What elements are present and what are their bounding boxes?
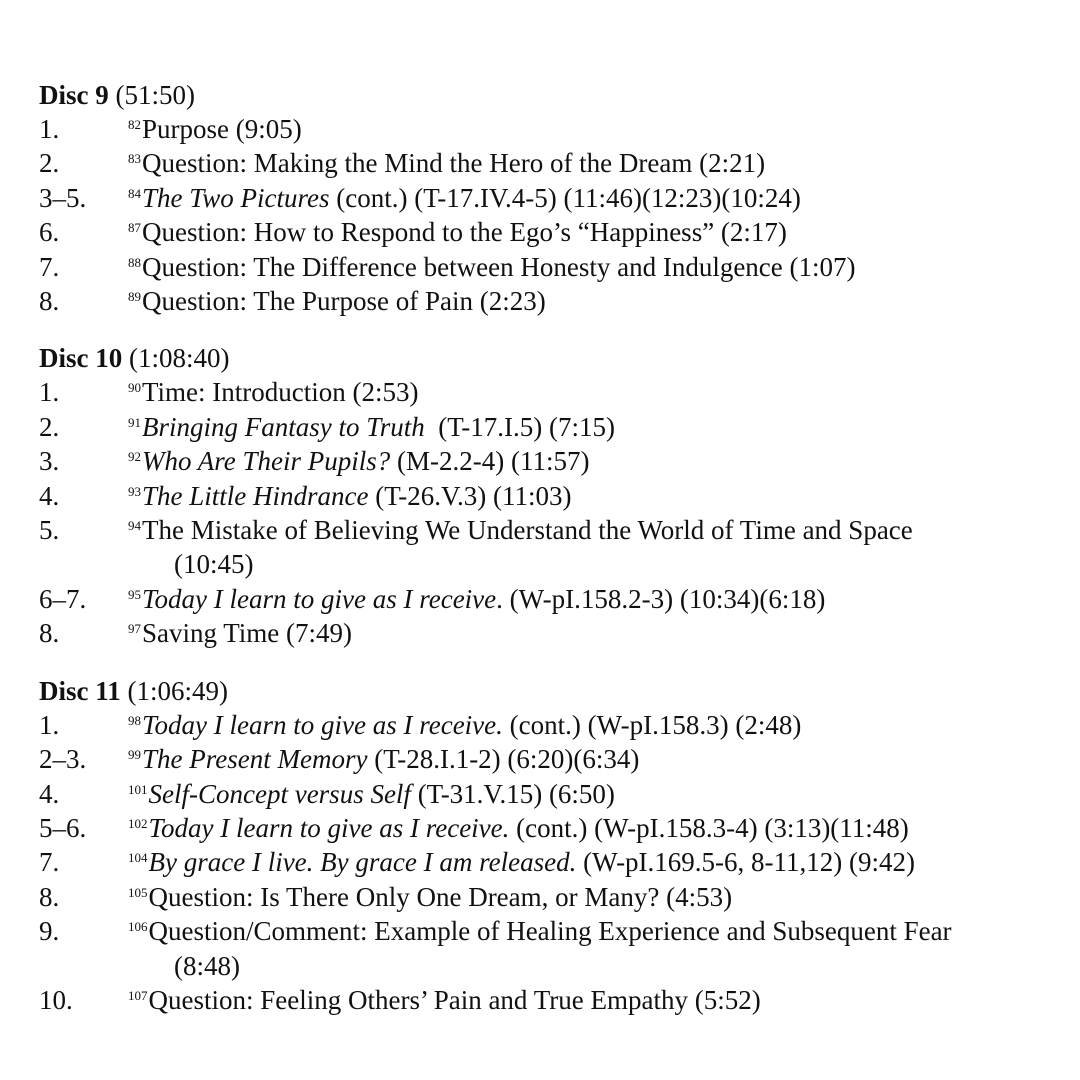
track-title-italic: The Little Hindrance <box>142 480 369 511</box>
track-listing <box>39 78 1069 1040</box>
track-title: (T-28.I.1-2) (6:20)(6:34) <box>367 744 640 775</box>
track-number: 2–3. <box>39 744 87 775</box>
track-number: 1. <box>39 709 60 740</box>
footnote-ref: 106 <box>128 919 148 935</box>
track-title-italic: By grace I live. By grace I am released. <box>148 847 577 878</box>
track-number: 6–7. <box>39 583 87 614</box>
footnote-ref: 90 <box>128 380 141 396</box>
footnote-ref: 102 <box>128 815 148 831</box>
track-row <box>39 616 1069 650</box>
footnote-ref: 92 <box>128 449 141 465</box>
track-title-italic: The Present Memory <box>142 744 368 775</box>
disc-header <box>39 341 1069 375</box>
track-number: 5–6. <box>39 812 87 843</box>
track-title: Question: The Purpose of Pain (2:23) <box>142 286 546 317</box>
track-title-italic: Today I learn to give as I receive. <box>148 812 510 843</box>
track-row <box>39 845 1069 879</box>
track-title: Time: Introduction (2:53) <box>142 377 419 408</box>
track-title: (M-2.2-4) (11:57) <box>390 446 590 477</box>
track-row <box>39 983 1069 1017</box>
track-title-italic: Bringing Fantasy to Truth <box>142 411 425 442</box>
track-row <box>39 444 1069 478</box>
track-title: (cont.) (T-17.IV.4-5) (11:46)(12:23)(10:24) <box>329 182 801 213</box>
track-title: Question/Comment: Example of Healing Experience and Subsequent Fear <box>148 916 952 947</box>
disc-duration: (51:50) <box>115 80 195 110</box>
disc-section <box>39 78 1069 318</box>
disc-section <box>39 341 1069 650</box>
track-title: (T-17.I.5) (7:15) <box>424 411 615 442</box>
track-number: 8. <box>39 881 60 912</box>
track-number: 9. <box>39 916 60 947</box>
disc-title: Disc 9 <box>39 80 109 110</box>
track-title: Question: Feeling Others’ Pain and True Empathy (5:52) <box>148 984 761 1015</box>
track-row <box>39 777 1069 811</box>
track-row <box>39 914 1069 983</box>
footnote-ref: 105 <box>128 884 148 900</box>
track-row <box>39 708 1069 742</box>
track-number: 8. <box>39 618 60 649</box>
track-title-italic: The Two Pictures <box>142 182 330 213</box>
track-title-italic: Today I learn to give as I receive <box>142 583 497 614</box>
track-title: The Mistake of Believing We Understand the World of Time and Space <box>142 515 913 546</box>
footnote-ref: 94 <box>128 518 141 534</box>
track-number: 3. <box>39 446 60 477</box>
footnote-ref: 98 <box>128 712 141 728</box>
disc-title: Disc 10 <box>39 343 123 374</box>
track-row <box>39 880 1069 914</box>
track-row <box>39 811 1069 845</box>
track-duration-continuation: (8:48) <box>174 950 240 981</box>
track-title: Question: Making the Mind the Hero of the Dream (2:21) <box>142 148 766 179</box>
track-number: 10. <box>39 984 73 1015</box>
track-number: 7. <box>39 847 60 878</box>
track-title-italic: Today I learn to give as I receive. <box>142 709 503 740</box>
track-row <box>39 742 1069 776</box>
track-row <box>39 479 1069 513</box>
track-number: 2. <box>39 411 60 442</box>
footnote-ref: 104 <box>128 850 148 866</box>
track-title: (W-pI.169.5-6, 8-11,12) (9:42) <box>576 847 916 878</box>
track-row <box>39 582 1069 616</box>
footnote-ref: 101 <box>128 781 148 797</box>
footnote-ref: 83 <box>128 151 141 167</box>
track-number: 3–5. <box>39 182 87 213</box>
track-row <box>39 410 1069 444</box>
track-row <box>39 375 1069 409</box>
track-title: Question: Is There Only One Dream, or Many? (4:53) <box>148 881 733 912</box>
footnote-ref: 87 <box>128 220 141 236</box>
disc-duration: (1:08:40) <box>129 343 230 374</box>
track-row <box>39 250 1069 284</box>
footnote-ref: 99 <box>128 747 141 763</box>
track-title: . (W-pI.158.2-3) (10:34)(6:18) <box>496 583 826 614</box>
footnote-ref: 95 <box>128 586 141 602</box>
track-number: 8. <box>39 286 60 317</box>
disc-title: Disc 11 <box>39 675 121 706</box>
track-title: Question: How to Respond to the Ego’s “Happiness” (2:17) <box>142 217 787 248</box>
footnote-ref: 84 <box>128 185 141 201</box>
track-row <box>39 215 1069 249</box>
track-row <box>39 181 1069 215</box>
track-title-italic: Who Are Their Pupils? <box>142 446 391 477</box>
track-number: 4. <box>39 778 60 809</box>
track-number: 7. <box>39 251 60 282</box>
track-title-italic: Self-Concept versus Self <box>148 778 411 809</box>
track-row <box>39 112 1069 146</box>
track-number: 6. <box>39 217 60 248</box>
track-row <box>39 284 1069 318</box>
disc-duration: (1:06:49) <box>127 675 229 706</box>
footnote-ref: 107 <box>128 987 148 1003</box>
track-duration-continuation: (10:45) <box>174 549 254 580</box>
track-number: 1. <box>39 377 60 408</box>
footnote-ref: 82 <box>128 117 141 132</box>
track-row <box>39 513 1069 582</box>
footnote-ref: 91 <box>128 414 141 430</box>
footnote-ref: 93 <box>128 483 141 499</box>
track-number: 2. <box>39 148 60 179</box>
track-title: (T-31.V.15) (6:50) <box>410 778 615 809</box>
track-title: Saving Time (7:49) <box>142 618 353 649</box>
footnote-ref: 89 <box>128 289 141 305</box>
track-row <box>39 146 1069 180</box>
track-number: 1. <box>39 114 60 144</box>
track-title: (cont.) (W-pI.158.3-4) (3:13)(11:48) <box>509 812 909 843</box>
track-title: Question: The Difference between Honesty and Indulgence (1:07) <box>142 251 856 282</box>
footnote-ref: 88 <box>128 254 141 270</box>
track-title: (cont.) (W-pI.158.3) (2:48) <box>502 709 802 740</box>
track-title: (T-26.V.3) (11:03) <box>368 480 572 511</box>
disc-header <box>39 78 1069 112</box>
disc-header <box>39 674 1069 708</box>
track-number: 5. <box>39 515 60 546</box>
disc-section <box>39 674 1069 1018</box>
track-number: 4. <box>39 480 60 511</box>
footnote-ref: 97 <box>128 621 141 637</box>
track-title: Purpose (9:05) <box>142 114 302 144</box>
